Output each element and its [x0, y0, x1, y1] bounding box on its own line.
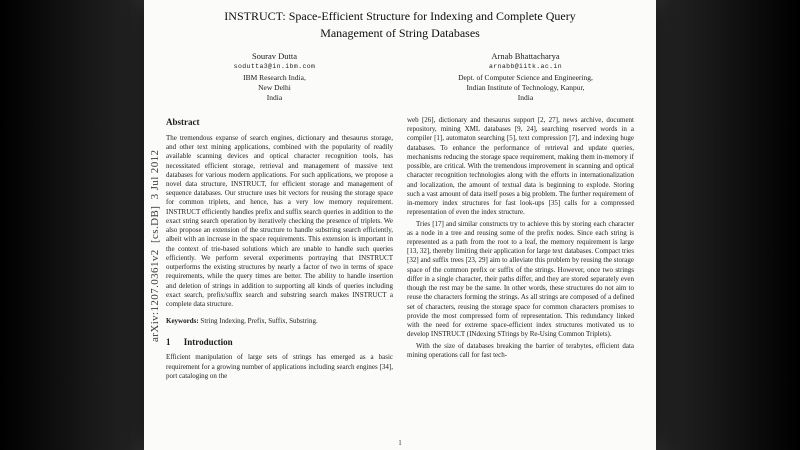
author-affiliation: [162, 73, 387, 103]
arxiv-stamp: arXiv:1207.0361v2 [cs.DB] 3 Jul 2012: [149, 149, 161, 342]
left-column: [166, 116, 393, 428]
paper-page: [144, 0, 656, 450]
introduction-paragraph: Efficient manipulation of large sets of strings has emerged as a basic requirement for a growing number of applications including search engines [34], port cataloging on the: [166, 353, 393, 380]
author-email: arnabb@iitk.ac.in: [488, 62, 563, 70]
author-block: [144, 51, 656, 103]
abstract-heading: Abstract: [166, 116, 200, 127]
affiliation-line: Dept. of Computer Science and Engineering,: [458, 72, 593, 82]
page-number: 1: [398, 439, 402, 447]
keywords-label: Keywords:: [166, 317, 199, 326]
keywords-line: [166, 317, 393, 326]
affiliation-line: New Delhi: [258, 82, 291, 92]
affiliation-line: India: [517, 92, 534, 102]
paper-title: INSTRUCT: Space-Efficient Structure for Indexing and Complete Query Management of String Databases: [224, 9, 576, 40]
author-2: [413, 51, 638, 103]
right-column: [407, 116, 634, 428]
affiliation-line: IBM Research India,: [243, 72, 306, 82]
author-name: Sourav Dutta: [251, 50, 298, 61]
author-1: [162, 51, 387, 103]
body-paragraph: With the size of databases breaking the barrier of terabytes, efficient data mining operations call for fast tech-: [407, 341, 634, 359]
body-paragraph: Tries [17] and similar constructs try to achieve this by storing each character as a node in a tree and reusing some of the prefix nodes. Since each string is represented as a path from the root to a leaf, the memory requirement is large [13, 32], thereby limiting their application for large text databases. Compact tries [32] and suffix trees [23, 29] aim to alleviate this problem by reusing the storage space of the common prefix or suffix of the strings. However, once two strings differ in a single character, their paths differ, and they are stored separately even though the rest may be the same. In other words, these structures do not aim to reuse the characters forming the strings. As all strings are composed of a defined set of characters, reusing the storage space for common characters promises to provide the most compressed form of representation. This redundancy linked with the need for extreme space-efficient index structures motivated us to develop INSTRUCT (INdexing STrings by Re-Using Common Triplets).: [407, 219, 634, 339]
section-title: Introduction: [183, 336, 233, 347]
author-email: sodutta3@in.ibm.com: [233, 62, 316, 70]
abstract-text: The tremendous expanse of search engines, dictionary and thesaurus storage, and other text mining applications, combined with the popularity of readily available scanning devices and optical character recognition tools, has necessitated efficient storage, retrieval and management of massive text databases for various modern applications. For such applications, we propose a novel data structure, INSTRUCT, for efficient storage and management of sequence databases. Our structure uses bit vectors for reusing the storage space for common triplets, and hence, has a very low memory requirement. INSTRUCT efficiently handles prefix and suffix search queries in addition to the exact string search operation by iteratively checking the presence of triplets. We also propose an extension of the structure to handle substring search efficiently, albeit with an increase in the space requirements. This extension is important in the context of trie-based solutions which are unable to handle such queries efficiently. We perform several experiments portraying that INSTRUCT outperforms the existing structures by nearly a factor of two in terms of space requirements, while the query times are better. The ability to handle insertion and deletion of strings in addition to supporting all kinds of queries including exact search, prefix/suffix search and substring search makes INSTRUCT a complete data structure.: [166, 133, 393, 309]
body-paragraph: web [26], dictionary and thesaurus support [2, 27], news archive, document repository, mining XML databases [9, 24], searching reserved words in a compiler [1], automaton searching [5], text compression [7], and indexing huge databases. To enhance the performance of retrieval and update queries, mechanisms reducing the storage space requirement, making them in-memory if possible, are critical. With the tremendous improvement in scanning and optical character recognition technologies along with the efforts in internationalization and localization, the amount of textual data is beginning to explode. Storing such a vast amount of data itself poses a big problem. The further requirement of in-memory index structures for fast look-ups [35] calls for a compressed representation of even the index structure.: [407, 115, 634, 217]
section-number: 1: [166, 336, 171, 347]
author-name: Arnab Bhattacharya: [491, 50, 560, 61]
two-column-body: [144, 116, 656, 428]
keywords-text: String Indexing, Prefix, Suffix, Substring.: [200, 317, 318, 326]
section-heading-introduction: [166, 337, 393, 349]
affiliation-line: Indian Institute of Technology, Kanpur,: [466, 82, 585, 92]
author-affiliation: [413, 73, 638, 103]
affiliation-line: India: [266, 92, 283, 102]
